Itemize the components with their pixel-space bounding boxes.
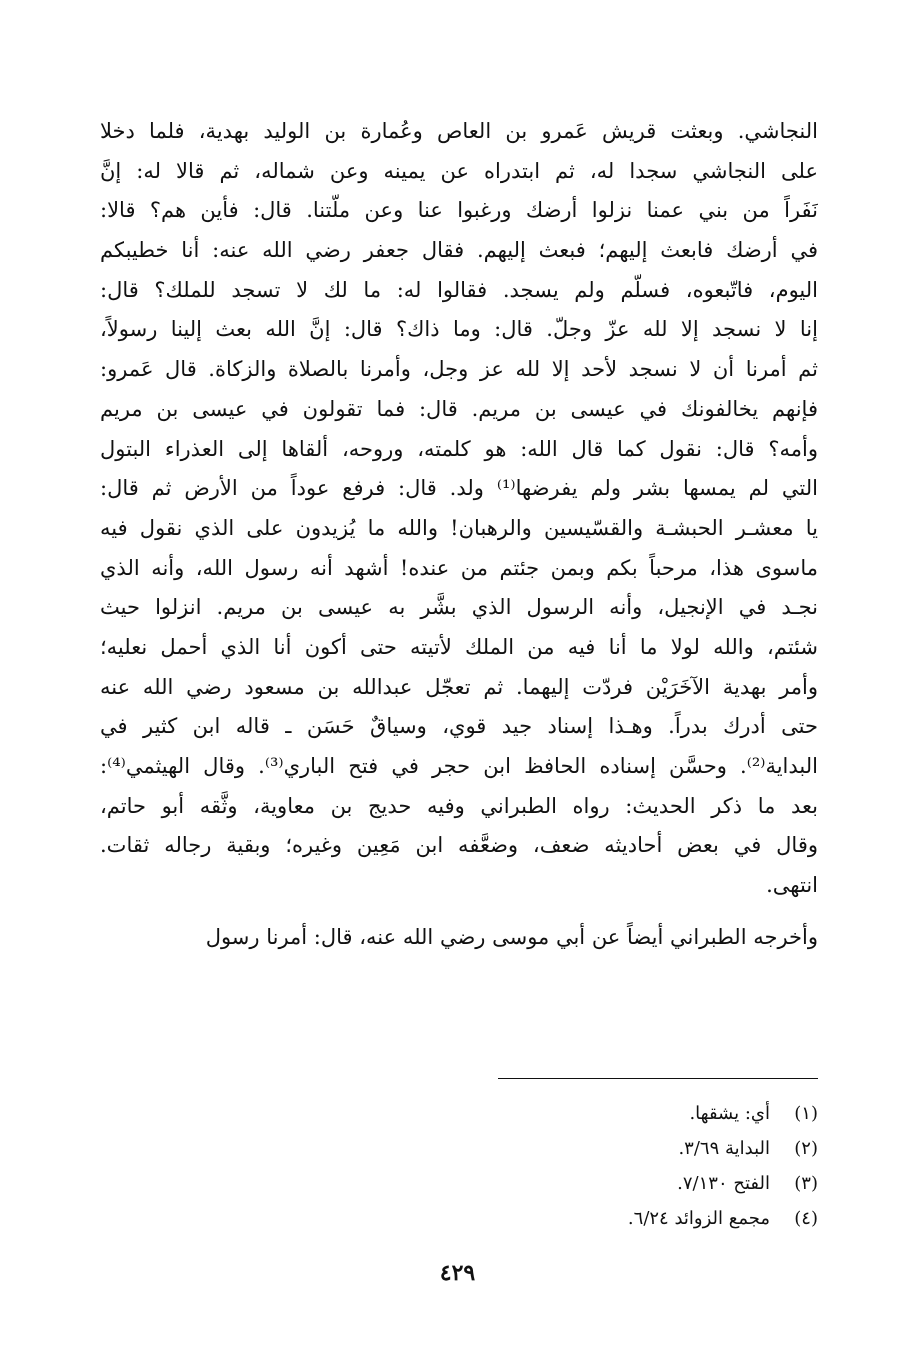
footnote-text: أي: يشقها.	[689, 1103, 770, 1124]
footnote-number: (٣)	[794, 1173, 818, 1194]
text-line: وأمه؟ قال: نقول كما قال الله: هو كلمته، وروحه، ألقاها إلى العذراء البتول	[100, 436, 818, 461]
footnote-number: (١)	[794, 1103, 818, 1124]
footnote-text: الفتح ٧/١٣٠.	[677, 1173, 770, 1194]
page-number: ٤٢٩	[439, 1260, 476, 1286]
text-line: فإنهم يخالفونك في عيسى بن مريم. قال: فما تقولون في عيسى بن مريم	[100, 396, 818, 421]
footnote-item	[100, 1201, 818, 1236]
footnote-text: مجمع الزوائد ٦/٢٤.	[627, 1208, 770, 1229]
footnote-item	[100, 1166, 818, 1201]
text-line: ثم أمرنا أن لا نسجد لأحد إلا لله عز وجل، وأمرنا بالصلاة والزكاة. قال عَمرو:	[100, 357, 818, 382]
text-line: وأخرجه الطبراني أيضاً عن أبي موسى رضي الله عنه، قال: أمرنا رسول	[205, 924, 818, 949]
footnotes	[100, 1096, 818, 1236]
text-line: بعد ما ذكر الحديث: رواه الطبراني وفيه حديج بن معاوية، وثَّقه أبو حاتم،	[100, 793, 818, 818]
footnote-separator	[498, 1078, 818, 1079]
text-line: إنا لا نسجد إلا لله عزّ وجلّ. قال: وما ذاك؟ قال: إنَّ الله بعث إلينا رسولاً،	[100, 317, 818, 342]
text-line: انتهى.	[766, 873, 818, 898]
footnote-number: (٤)	[794, 1208, 818, 1229]
text-line: نَفَراً من بني عمنا نزلوا أرضك ورغبوا عنا وعن ملّتنا. قال: فأين هم؟ قالا:	[100, 198, 818, 223]
text-line: النجاشي. وبعثت قريش عَمرو بن العاص وعُمارة بن الوليد بهدية، فلما دخلا	[100, 119, 818, 143]
text-line: اليوم، فاتّبعوه، فسلّم ولم يسجد. فقالوا له: ما لك لا تسجد للملك؟ قال:	[100, 277, 818, 302]
text-line: على النجاشي سجدا له، ثم ابتدراه عن يمينه وعن شماله، ثم قالا له: إنَّ	[100, 158, 818, 183]
text-line: شئتم، والله لولا ما أنا فيه من الملك لأتيته حتى أكون أنا الذي أحمل نعليه؛	[100, 634, 818, 659]
main-text-block	[100, 112, 818, 957]
paragraph-break	[100, 906, 818, 918]
footnote-item	[100, 1131, 818, 1166]
text-line: وأمر بهدية الآخَرَيْن فردّت إليهما. ثم تعجّل عبدالله بن مسعود رضي الله عنه	[100, 674, 818, 699]
text-line: البداية⁽²⁾. وحسَّن إسناده الحافظ ابن حجر في فتح الباري⁽³⁾. وقال الهيثمي⁽⁴⁾:	[100, 754, 818, 778]
text-line: ماسوى هذا، مرحباً بكم وبمن جئتم من عنده! أشهد أنه رسول الله، وأنه الذي	[100, 555, 818, 580]
text-line: نجـد في الإنجيل، وأنه الرسول الذي بشَّر به عيسى بن مريم. انزلوا حيث	[100, 595, 818, 620]
footnote-text: البداية ٣/٦٩.	[678, 1138, 770, 1159]
footnote-item	[100, 1096, 818, 1131]
text-line: حتى أدرك بدراً. وهـذا إسناد جيد قوي، وسياقٌ حَسَن ـ قاله ابن كثير في	[100, 714, 818, 739]
text-line: في أرضك فابعث إليهم؛ فبعث إليهم. فقال جعفر رضي الله عنه: أنا خطيبكم	[100, 238, 818, 263]
text-line: وقال في بعض أحاديثه ضعف، وضعَّفه ابن مَعِين وغيره؛ وبقية رجاله ثقات.	[100, 833, 818, 858]
footnote-number: (٢)	[794, 1138, 818, 1159]
text-line: يا معشـر الحبشـة والقسّيسين والرهبان! والله ما يُزيدون على الذي نقول فيه	[100, 515, 818, 540]
text-line: التي لم يمسها بشر ولم يفرضها⁽¹⁾ ولد. قال: فرفع عوداً من الأرض ثم قال:	[100, 476, 818, 501]
